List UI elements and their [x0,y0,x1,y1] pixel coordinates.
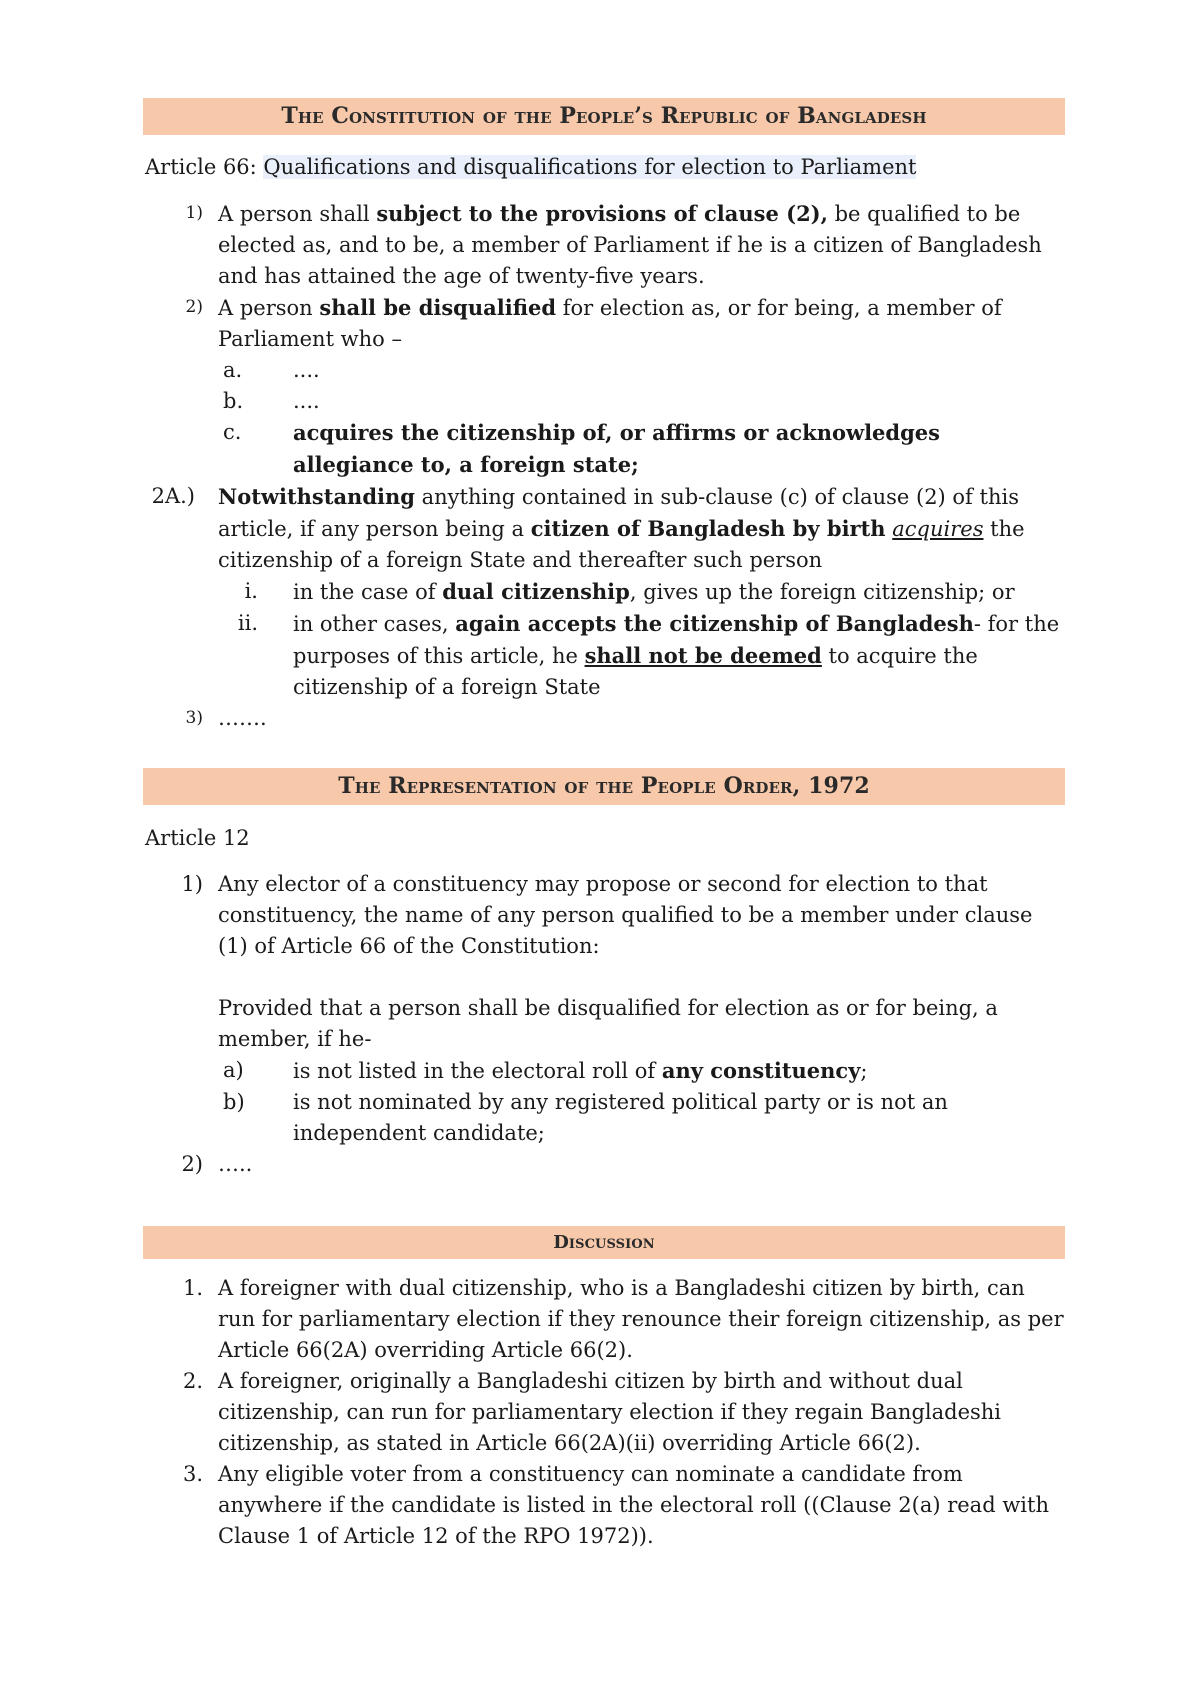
discussion-list [143,1273,1065,1552]
article-66-title-highlight: Qualifications and disqualifications for election to Parliament [263,155,917,179]
clause-2a: 2A.) Notwithstanding anything contained in sub-clause (c) of clause (2) of this article, if any person being a citizen of Bangladesh by birth acquires the citizenship of a foreign State and thereafter such person [151,484,1025,572]
clause-2a-sub-ii: ii. in other cases, again accepts the citizenship of Bangladesh- for the purposes of this article, he shall not be deemed to acquire the citizenship of a foreign State [237,611,1060,699]
article-12-clauses [143,869,1065,1180]
rpo-banner: The Representation of the People Order, 1972 [143,768,1065,805]
rpo-proviso: Provided that a person shall be disqualified for election as or for being, a member, if he- [218,996,998,1051]
clause-1: 1) A person shall subject to the provisions of clause (2), be qualified to be elected as, and to be, a member of Parliament if he is a citizen of Bangladesh and has attained the age of twenty-five years. [185,201,1042,288]
discussion-banner: Discussion [143,1226,1065,1259]
article-12-heading: Article 12 [145,826,250,850]
discussion-item-3: 3. Any eligible voter from a constituency can nominate a candidate from anywhere if the candidate is listed in the electoral roll ((Clause 2(a) read with Clause 1 of Article 12 of the RPO 1972)). [182,1462,1049,1548]
clause-2-sub-c: c. acquires the citizenship of, or affirms or acknowledges allegiance to, a foreign state; [223,420,940,477]
rpo-clause-1: 1) Any elector of a constituency may propose or second for election to that constituency, the name of any person qualified to be a member under clause (1) of Article 66 of the Constitution: [181,872,1033,958]
article-66-clauses [143,198,1065,734]
clause-3: 3) ……. [185,706,267,730]
constitution-banner: The Constitution of the People’s Republic of Bangladesh [143,98,1065,135]
rpo-sub-a: a) is not listed in the electoral roll of any constituency; [223,1058,868,1083]
clause-2: 2) A person shall be disqualified for election as, or for being, a member of Parliament who – [185,295,1002,351]
clause-2-sub-a: a. .... [223,358,320,382]
article-66-heading: Article 66: Qualifications and disqualifications for election to Parliament [145,155,917,179]
rpo-clause-2: 2) ….. [181,1152,253,1176]
discussion-item-2: 2. A foreigner, originally a Bangladeshi citizen by birth and without dual citizenship, can run for parliamentary election if they regain Bangladeshi citizenship, as stated in Article 66(2A)(ii) overriding Article 66(2). [182,1369,1002,1455]
rpo-sub-b: b) is not nominated by any registered political party or is not an independent candidate; [223,1090,948,1145]
clause-2a-sub-i: i. in the case of dual citizenship, gives up the foreign citizenship; or [244,579,1015,604]
clause-2-sub-b: b. .... [223,389,320,413]
discussion-item-1: 1. A foreigner with dual citizenship, who is a Bangladeshi citizen by birth, can run for parliamentary election if they renounce their foreign citizenship, as per Article 66(2A) overriding Article 66(2). [182,1276,1064,1362]
